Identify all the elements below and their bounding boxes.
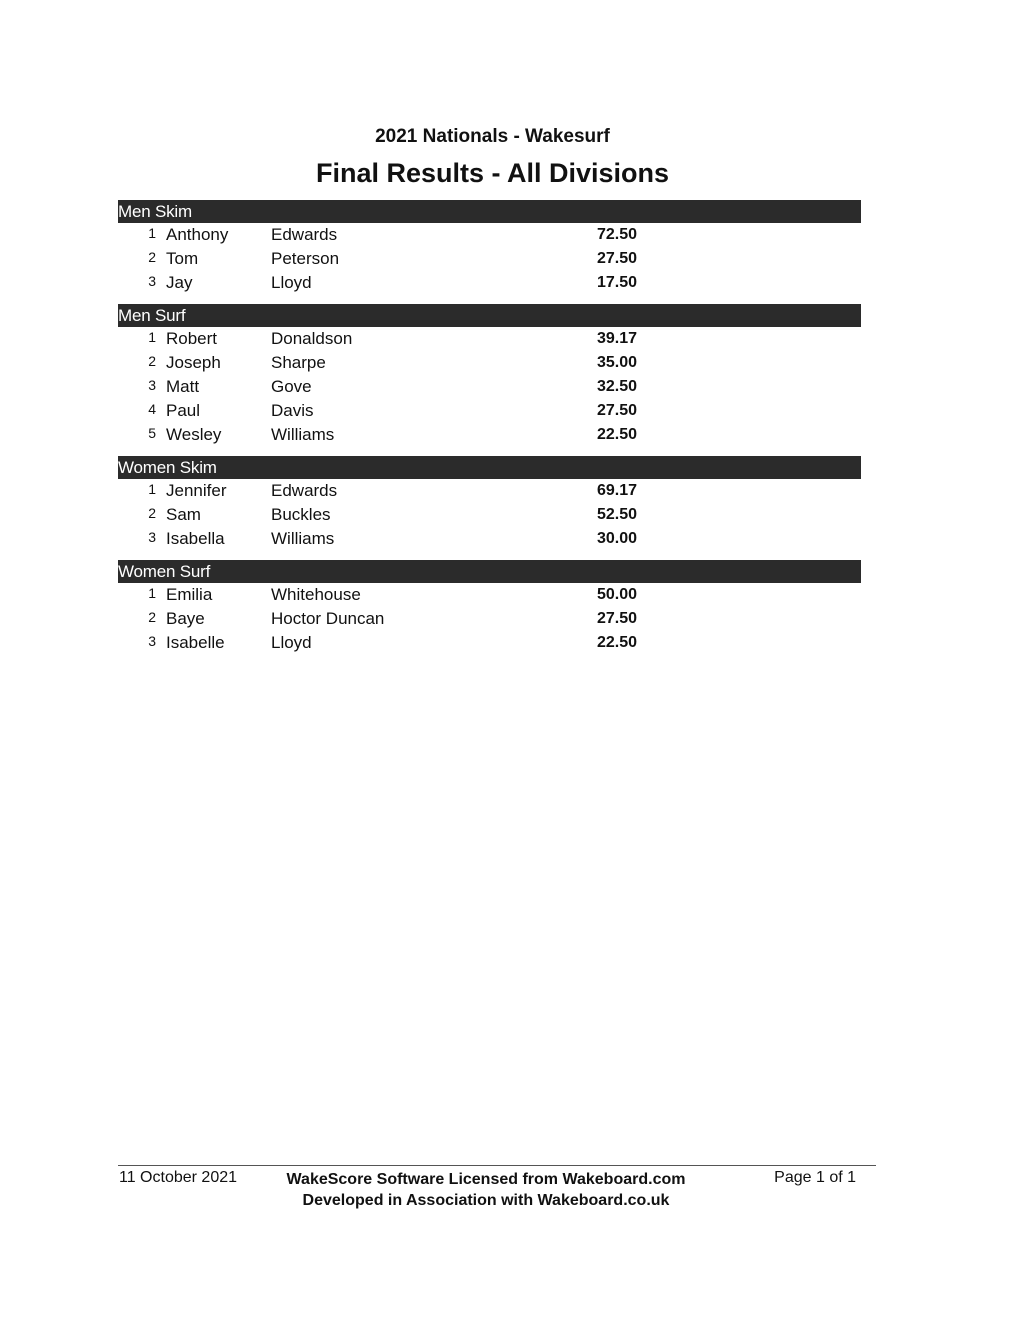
page-title: Final Results - All Divisions [315, 158, 670, 188]
rider-score: 32.50 [597, 378, 638, 395]
result-row [118, 223, 861, 247]
result-row [118, 479, 861, 503]
rider-last-name: Edwards [271, 225, 338, 244]
rider-last-name: Peterson [271, 249, 340, 268]
rider-first-name: Tom [166, 249, 199, 268]
rider-place: 2 [148, 505, 156, 521]
rider-first-name: Isabella [166, 529, 225, 548]
rider-first-name: Sam [166, 505, 201, 524]
footer-credits [240, 1169, 732, 1211]
rider-score: 27.50 [597, 610, 638, 627]
division-section [118, 200, 861, 295]
result-row [118, 351, 861, 375]
rider-first-name: Matt [166, 377, 200, 396]
division-section [118, 456, 861, 551]
result-row [118, 247, 861, 271]
result-row [118, 399, 861, 423]
result-row [118, 375, 861, 399]
footer-date: 11 October 2021 [119, 1169, 238, 1186]
rider-last-name: Gove [271, 377, 312, 396]
rider-score: 22.50 [597, 426, 638, 443]
rider-score: 72.50 [597, 226, 638, 243]
rider-first-name: Paul [166, 401, 201, 420]
rider-first-name: Anthony [166, 225, 229, 244]
result-row [118, 327, 861, 351]
rider-last-name: Edwards [271, 481, 338, 500]
rider-place: 2 [148, 249, 156, 265]
rider-place: 1 [148, 329, 156, 345]
result-row [118, 583, 861, 607]
division-header: Women Surf [118, 560, 861, 583]
rider-last-name: Sharpe [271, 353, 326, 372]
division-header: Men Surf [118, 304, 861, 327]
rider-score: 52.50 [597, 506, 638, 523]
rider-place: 3 [148, 377, 156, 393]
result-row [118, 631, 861, 655]
division-header: Men Skim [118, 200, 861, 223]
rider-score: 17.50 [597, 274, 638, 291]
rider-score: 27.50 [597, 402, 638, 419]
rider-score: 27.50 [597, 250, 638, 267]
division-section [118, 560, 861, 655]
footer-page-number: Page 1 of 1 [774, 1169, 856, 1186]
rider-score: 50.00 [597, 586, 638, 603]
rider-last-name: Williams [271, 425, 335, 444]
division-section [118, 304, 861, 447]
rider-place: 5 [148, 425, 156, 441]
rider-score: 69.17 [597, 482, 638, 499]
division-header: Women Skim [118, 456, 861, 479]
rider-first-name: Jennifer [166, 481, 227, 500]
rider-last-name: Davis [271, 401, 314, 420]
footer-divider [118, 1165, 876, 1166]
rider-first-name: Baye [166, 609, 205, 628]
rider-place: 1 [148, 481, 156, 497]
rider-last-name: Whitehouse [271, 585, 361, 604]
event-title: 2021 Nationals - Wakesurf [375, 126, 610, 147]
rider-score: 30.00 [597, 530, 638, 547]
footer-license: WakeScore Software Licensed from Wakeboard.com [286, 1171, 686, 1188]
result-row [118, 527, 861, 551]
rider-last-name: Buckles [271, 505, 331, 524]
rider-place: 2 [148, 609, 156, 625]
rider-score: 35.00 [597, 354, 638, 371]
rider-first-name: Robert [166, 329, 218, 348]
result-row [118, 423, 861, 447]
rider-last-name: Lloyd [271, 633, 312, 652]
rider-first-name: Emilia [166, 585, 213, 604]
rider-place: 1 [148, 225, 156, 241]
rider-place: 3 [148, 633, 156, 649]
rider-last-name: Donaldson [271, 329, 353, 348]
rider-score: 22.50 [597, 634, 638, 651]
rider-last-name: Lloyd [271, 273, 312, 292]
rider-last-name: Hoctor Duncan [271, 609, 385, 628]
rider-first-name: Jay [166, 273, 193, 292]
footer-association: Developed in Association with Wakeboard.co.uk [302, 1192, 670, 1209]
rider-place: 1 [148, 585, 156, 601]
rider-place: 3 [148, 273, 156, 289]
results-list [118, 200, 861, 664]
result-row [118, 607, 861, 631]
rider-place: 2 [148, 353, 156, 369]
rider-first-name: Isabelle [166, 633, 225, 652]
result-row [118, 503, 861, 527]
rider-first-name: Wesley [166, 425, 222, 444]
rider-first-name: Joseph [166, 353, 221, 372]
rider-last-name: Williams [271, 529, 335, 548]
rider-place: 3 [148, 529, 156, 545]
rider-score: 39.17 [597, 330, 638, 347]
rider-place: 4 [148, 401, 156, 417]
result-row [118, 271, 861, 295]
